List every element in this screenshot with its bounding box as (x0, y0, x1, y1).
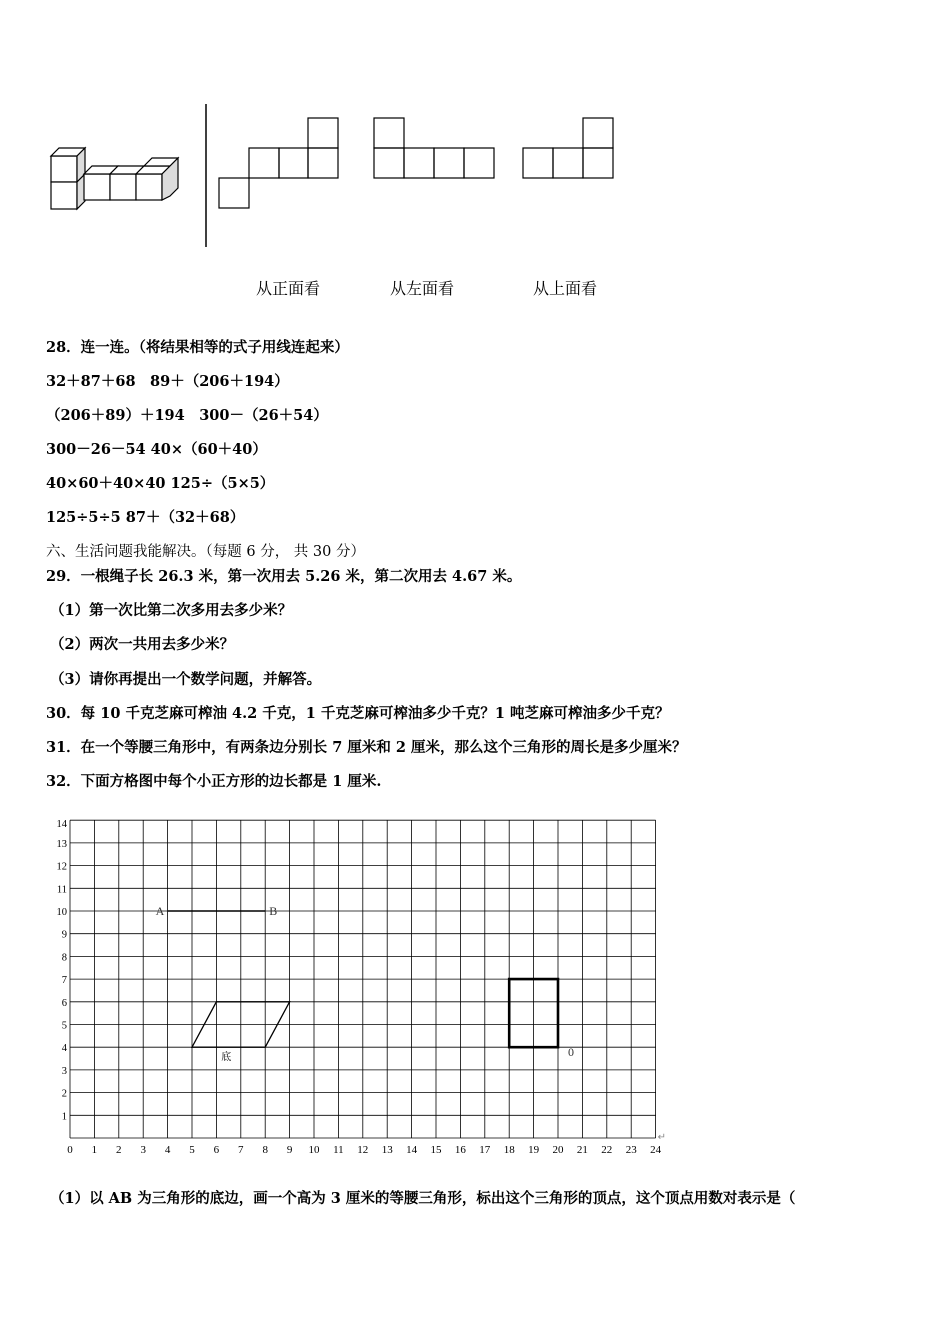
x-axis-ticks (67, 1144, 661, 1155)
x-tick-label: 16 (454, 1144, 466, 1155)
y-tick-label: 11 (56, 884, 67, 896)
rectangle-label: 0 (568, 1045, 574, 1060)
section-6-title: 六、生活问题我能解决。（每题 6 分， 共 30 分） (46, 544, 365, 560)
x-tick-label: 24 (650, 1144, 662, 1155)
front-view (219, 118, 338, 208)
y-tick-label: 12 (56, 861, 67, 873)
grid-shapes (156, 904, 666, 1143)
left-view-label: 从左面看 (390, 279, 455, 298)
x-tick-label: 17 (479, 1144, 491, 1155)
x-tick-label: 20 (552, 1144, 564, 1155)
y-tick-label: 5 (61, 1020, 67, 1032)
y-tick-label: 10 (56, 907, 67, 918)
coordinate-grid (0, 795, 700, 1155)
x-tick-label: 10 (308, 1144, 320, 1155)
x-tick-label: 5 (189, 1144, 195, 1155)
y-tick-label: 6 (61, 997, 67, 1009)
x-tick-label: 1 (91, 1144, 98, 1155)
front-view-label: 从正面看 (256, 279, 321, 298)
return-mark-icon: ↵ (657, 1132, 666, 1143)
y-tick-label: 2 (61, 1088, 67, 1100)
cube-solid (51, 148, 178, 209)
x-tick-label: 0 (67, 1144, 73, 1155)
q31-text: 31．在一个等腰三角形中，有两条边分别长 7 厘米和 2 厘米，那么这个三角形的周长是多少厘米？ (46, 739, 687, 756)
x-tick-label: 8 (262, 1144, 268, 1155)
point-a-label: A (155, 904, 165, 918)
q32-text: 32．下面方格图中每个小正方形的边长都是 1 厘米. (46, 773, 382, 790)
x-tick-label: 23 (625, 1144, 637, 1155)
y-tick-label: 4 (61, 1043, 67, 1055)
y-tick-label: 8 (61, 952, 67, 964)
y-tick-label: 9 (61, 929, 67, 941)
q29-sub-2: （2）两次一共用去多少米？ (50, 636, 235, 653)
q28-row-2: （206＋89）＋194 300－（26＋54） (46, 407, 328, 424)
x-tick-label: 3 (140, 1144, 146, 1155)
q28-row-5: 125÷5÷5 87＋（32＋68） (46, 509, 245, 526)
x-tick-label: 11 (333, 1144, 344, 1155)
y-tick-label: 14 (56, 819, 67, 831)
x-tick-label: 22 (601, 1144, 613, 1155)
y-axis-ticks (57, 819, 68, 1122)
x-tick-label: 14 (406, 1144, 418, 1155)
top-view (523, 118, 613, 178)
q29-title: 29．一根绳子长 26.3 米，第一次用去 5.26 米，第二次用去 4.67 米。 (46, 568, 522, 585)
grid-lines (70, 820, 656, 1138)
parallelogram-base-label: 底 (221, 1052, 232, 1064)
x-tick-label: 13 (381, 1144, 393, 1155)
q32-sub-1: （1）以 AB 为三角形的底边，画一个高为 3 厘米的等腰三角形，标出这个三角形的顶点，这个顶点用数对表示是（ (50, 1190, 796, 1207)
q28-row-1: 32＋87＋68 89＋（206＋194） (46, 373, 289, 390)
x-tick-label: 12 (357, 1144, 369, 1155)
y-tick-label: 13 (56, 838, 67, 850)
q28-row-3: 300－26－54 40×（60＋40） (46, 441, 267, 458)
x-tick-label: 19 (528, 1144, 540, 1155)
three-views-figure (0, 90, 700, 260)
q29-sub-1: （1）第一次比第二次多用去多少米？ (50, 602, 293, 619)
x-tick-label: 15 (430, 1144, 442, 1155)
x-tick-label: 6 (213, 1144, 220, 1155)
x-tick-label: 4 (164, 1144, 171, 1155)
q30-text: 30．每 10 千克芝麻可榨油 4.2 千克，1 千克芝麻可榨油多少千克？1 吨芝麻可榨油多少千克？ (46, 705, 670, 722)
x-tick-label: 21 (576, 1144, 588, 1155)
y-tick-label: 1 (61, 1111, 67, 1123)
top-view-label: 从上面看 (533, 279, 598, 298)
x-tick-label: 2 (116, 1144, 122, 1155)
point-b-label: B (269, 904, 278, 918)
y-tick-label: 7 (61, 975, 67, 987)
q29-sub-3: （3）请你再提出一个数学问题，并解答。 (50, 671, 322, 688)
x-tick-label: 18 (503, 1144, 515, 1155)
y-tick-label: 3 (61, 1065, 67, 1077)
left-view (374, 118, 494, 178)
x-tick-label: 7 (238, 1144, 244, 1155)
x-tick-label: 9 (286, 1144, 293, 1155)
q28-title: 28．连一连。（将结果相等的式子用线连起来） (46, 339, 349, 356)
q28-row-4: 40×60＋40×40 125÷（5×5） (46, 475, 275, 492)
